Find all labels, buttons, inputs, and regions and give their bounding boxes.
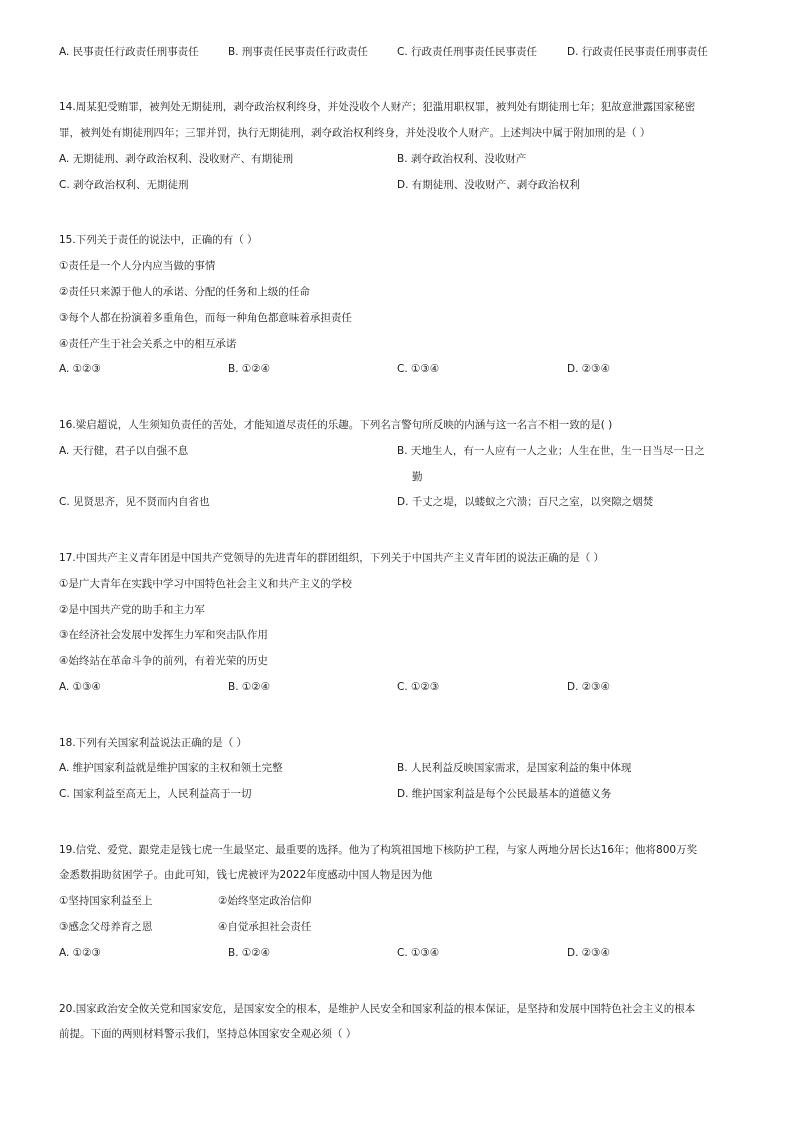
q14-option-c: C. 剥夺政治权利、无期徒刑 xyxy=(59,179,189,191)
q19-stem-line-2: 金悉数捐助贫困学子。由此可知，钱七虎被评为2022年度感动中国人物是因为他 xyxy=(59,869,433,881)
q15-option-c: C. ①③④ xyxy=(397,363,440,375)
q19-stem-line-1: 19.信党、爱党、跟党走是钱七虎一生最坚定、最重要的选择。他为了构筑祖国地下核防护工程，与家人两地分居长达16年；他将800万奖 xyxy=(59,844,698,856)
q19-item-3: ③感念父母养育之恩 xyxy=(59,921,153,933)
q13-option-d: D. 行政责任民事责任刑事责任 xyxy=(567,46,708,58)
q15-item-2: ②责任只来源于他人的承诺、分配的任务和上级的任命 xyxy=(59,286,310,298)
q15-option-b: B. ①②④ xyxy=(228,363,271,375)
q19-option-b: B. ①②④ xyxy=(228,947,271,959)
q19-option-c: C. ①③④ xyxy=(397,947,440,959)
q19-option-d: D. ②③④ xyxy=(567,947,610,959)
q18-option-a: A. 维护国家利益就是维护国家的主权和领土完整 xyxy=(59,762,283,774)
q13-option-c: C. 行政责任刑事责任民事责任 xyxy=(397,46,538,58)
q14-stem-line-2: 罪，被判处有期徒刑四年；三罪并罚，执行无期徒刑，剥夺政治权利终身，并处没收个人财产。上述判决中属于附加刑的是（ ） xyxy=(59,127,651,139)
q14-option-d: D. 有期徒刑、没收财产、剥夺政治权利 xyxy=(397,179,580,191)
q20-stem-line-2: 前提。下面的两则材料警示我们，坚持总体国家安全观必须（ ） xyxy=(59,1028,357,1040)
q17-item-4: ④始终站在革命斗争的前列，有着光荣的历史 xyxy=(59,655,268,667)
q18-stem: 18.下列有关国家利益说法正确的是（ ） xyxy=(59,737,248,749)
q18-option-b: B. 人民利益反映国家需求，是国家利益的集中体现 xyxy=(397,762,632,774)
q16-option-c: C. 见贤思齐，见不贤而内自省也 xyxy=(59,496,210,508)
q17-item-2: ②是中国共产党的助手和主力军 xyxy=(59,604,205,616)
q20-stem-line-1: 20.国家政治安全攸关党和国家安危，是国家安全的根本，是维护人民安全和国家利益的根本保证，是坚持和发展中国特色社会主义的根本 xyxy=(59,1003,696,1015)
q17-item-1: ①是广大青年在实践中学习中国特色社会主义和共产主义的学校 xyxy=(59,578,352,590)
q16-option-a: A. 天行健，君子以自强不息 xyxy=(59,445,189,457)
q18-option-c: C. 国家利益至高无上，人民利益高于一切 xyxy=(59,788,252,800)
q16-stem: 16.梁启超说，人生须知负责任的苦处，才能知道尽责任的乐趣。下列名言警句所反映的内涵与这一名言不相一致的是( ) xyxy=(59,419,613,431)
q19-item-2: ②始终坚定政治信仰 xyxy=(218,895,312,907)
q17-item-3: ③在经济社会发展中发挥生力军和突击队作用 xyxy=(59,629,268,641)
q13-option-a: A. 民事责任行政责任刑事责任 xyxy=(59,46,199,58)
q14-option-a: A. 无期徒刑、剥夺政治权利、没收财产、有期徒刑 xyxy=(59,153,294,165)
q14-stem-line-1: 14.周某犯受贿罪，被判处无期徒刑，剥夺政治权利终身，并处没收个人财产；犯滥用职权罪，被判处有期徒刑七年；犯故意泄露国家秘密 xyxy=(59,101,696,113)
q14-option-b: B. 剥夺政治权利、没收财产 xyxy=(397,153,527,165)
q15-item-1: ①责任是一个人分内应当做的事情 xyxy=(59,260,216,272)
q17-option-a: A. ①③④ xyxy=(59,681,101,693)
q18-option-d: D. 维护国家利益是每个公民最基本的道德义务 xyxy=(397,788,612,800)
q15-item-4: ④责任产生于社会关系之中的相互承诺 xyxy=(59,338,237,350)
q15-option-a: A. ①②③ xyxy=(59,363,101,375)
q15-stem: 15.下列关于责任的说法中，正确的有（ ） xyxy=(59,234,258,246)
q19-item-1: ①坚持国家利益至上 xyxy=(59,895,153,907)
q15-item-3: ③每个人都在扮演着多重角色，而每一种角色都意味着承担责任 xyxy=(59,312,352,324)
q17-stem: 17.中国共产主义青年团是中国共产党领导的先进青年的群团组织，下列关于中国共产主义青年团的说法正确的是（ ） xyxy=(59,552,605,564)
q13-option-b: B. 刑事责任民事责任行政责任 xyxy=(228,46,368,58)
q16-option-d: D. 千丈之堤，以蝼蚁之穴溃；百尺之室，以突隙之烟焚 xyxy=(397,496,654,508)
q17-option-c: C. ①②③ xyxy=(397,681,440,693)
q17-option-b: B. ①②④ xyxy=(228,681,271,693)
q19-item-4: ④自觉承担社会责任 xyxy=(218,921,312,933)
q16-option-b-continued: 勤 xyxy=(412,471,423,483)
q19-option-a: A. ①②③ xyxy=(59,947,101,959)
q17-option-d: D. ②③④ xyxy=(567,681,610,693)
q16-option-b: B. 天地生人，有一人应有一人之业；人生在世，生一日当尽一日之 xyxy=(397,445,705,457)
q15-option-d: D. ②③④ xyxy=(567,363,610,375)
